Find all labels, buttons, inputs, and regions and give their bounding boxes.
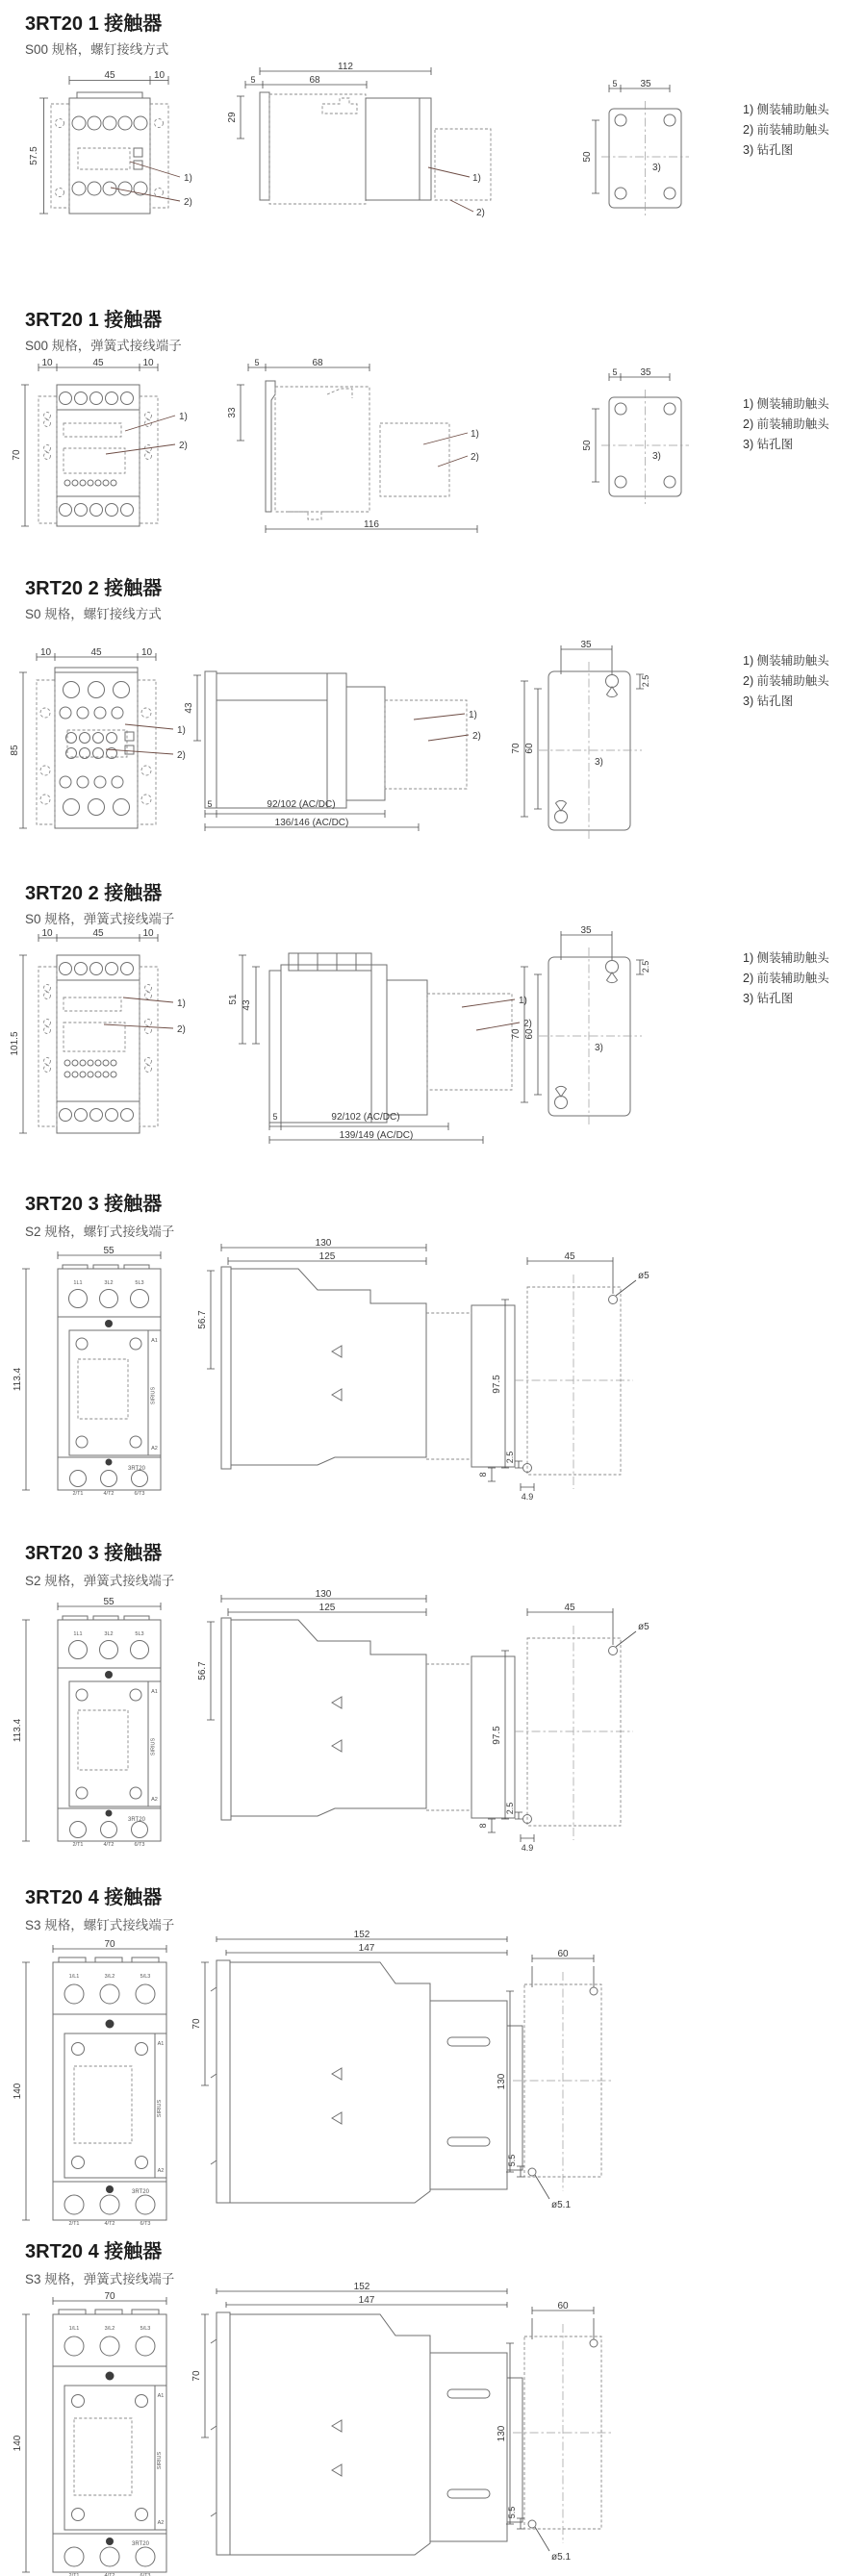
- section-3rt20-4-spring: [0, 2232, 866, 2576]
- drill-pattern: [476, 1595, 693, 1853]
- model-label: 3RT20: [132, 2541, 149, 2547]
- dim-label: 10: [140, 647, 153, 658]
- dim-label: 152: [353, 1930, 370, 1940]
- legend: [743, 394, 829, 455]
- callout-label: 2): [184, 197, 192, 208]
- dim-label: 35: [580, 925, 592, 936]
- legend-item: 2) 前装辅助触头: [743, 972, 829, 985]
- dim-label: 60: [524, 1028, 535, 1040]
- terminal-label: 3L2: [104, 1280, 114, 1286]
- legend-item: 3) 钻孔图: [743, 695, 794, 708]
- legend-item: 2) 前装辅助触头: [743, 123, 829, 137]
- dim-label: 5: [250, 75, 256, 85]
- model-label: 3RT20: [128, 1817, 145, 1823]
- dim-label: 70: [191, 2370, 202, 2382]
- dim-label: 5: [254, 358, 260, 367]
- terminal-label: 2/T1: [72, 1491, 84, 1497]
- model-label: 3RT20: [128, 1466, 145, 1472]
- hole-label: ø5: [638, 1622, 650, 1632]
- section-title: 3RT20 2 接触器: [25, 883, 163, 904]
- front-view: [10, 926, 216, 1143]
- dim-label: 8: [478, 1472, 488, 1477]
- dim-label: 50: [582, 440, 593, 451]
- terminal-label: A1: [151, 1689, 158, 1695]
- hole-label: ø5.1: [551, 2552, 572, 2563]
- section-title: 3RT20 4 接触器: [25, 1887, 163, 1908]
- section-title: 3RT20 4 接触器: [25, 2241, 163, 2262]
- section-subtitle: S00 规格，螺钉接线方式: [25, 42, 169, 57]
- dim-label: 97.5: [492, 1375, 502, 1394]
- section-subtitle: S3 规格，弹簧式接线端子: [25, 2272, 175, 2286]
- legend-item: 1) 侧装辅助触头: [743, 397, 829, 411]
- callout-label: 1): [469, 710, 477, 720]
- callout-label: 1): [177, 998, 186, 1009]
- brand-label: SIRIUS: [157, 2451, 163, 2470]
- section-subtitle: S3 规格，螺钉式接线端子: [25, 1918, 175, 1932]
- dim-label: 29: [227, 112, 238, 123]
- dim-label: 10: [39, 647, 52, 658]
- terminal-label: 4/T2: [103, 1491, 115, 1497]
- section-title: 3RT20 1 接触器: [25, 13, 163, 35]
- dim-label: 70: [511, 1028, 522, 1040]
- drill-pattern: [476, 1244, 693, 1502]
- dim-label: 130: [497, 2425, 507, 2442]
- drill-pattern: [563, 75, 736, 224]
- legend-item: 3) 钻孔图: [743, 438, 794, 451]
- hole-label: ø5.1: [551, 2200, 572, 2210]
- dim-label: 140: [13, 2083, 23, 2100]
- dim-label: 5.5: [507, 2506, 517, 2519]
- dim-label: 10: [142, 358, 154, 368]
- section-subtitle: S0 规格，螺钉接线方式: [25, 607, 162, 621]
- dim-label: 70: [104, 1939, 115, 1950]
- dim-label: 136/146 (AC/DC): [274, 818, 349, 828]
- front-view: [14, 1597, 197, 1849]
- dim-label: 116: [364, 519, 379, 530]
- dim-label: 112: [338, 62, 353, 72]
- dim-label: 51: [228, 994, 239, 1005]
- callout-label: 1): [472, 173, 481, 184]
- dim-label: 5: [272, 1112, 278, 1122]
- dim-label: 43: [184, 702, 194, 714]
- section-3rt20-3-spring: [0, 1529, 866, 1876]
- dim-label: 45: [104, 70, 115, 81]
- drill-pattern: [476, 1932, 669, 2230]
- dim-label: 10: [41, 928, 53, 939]
- terminal-label: 6/T3: [134, 1842, 145, 1848]
- terminal-label: 2/T1: [68, 2221, 80, 2227]
- section-title: 3RT20 3 接触器: [25, 1194, 163, 1215]
- dim-label: 70: [511, 743, 522, 754]
- hole-label: ø5: [638, 1271, 650, 1281]
- callout-label: 2): [179, 441, 188, 451]
- drill-label: 3): [595, 757, 603, 768]
- dim-label: 5: [612, 367, 618, 377]
- dim-label: 70: [104, 2291, 115, 2302]
- section-3rt20-2-spring: [0, 866, 866, 1178]
- dim-label: 70: [191, 2018, 202, 2030]
- section-subtitle: S0 规格，弹簧式接线端子: [25, 912, 175, 926]
- dim-label: 43: [242, 999, 252, 1011]
- dim-label: 50: [582, 151, 593, 163]
- legend-item: 1) 侧装辅助触头: [743, 103, 829, 116]
- section-subtitle: S2 规格，螺钉式接线端子: [25, 1225, 175, 1239]
- section-3rt20-3-screw: [0, 1178, 866, 1529]
- dim-label: 113.4: [13, 1367, 23, 1392]
- legend-item: 3) 钻孔图: [743, 992, 794, 1005]
- legend: [743, 651, 829, 712]
- terminal-label: 1/L1: [68, 2326, 80, 2332]
- dim-label: 10: [153, 70, 166, 81]
- section-title: 3RT20 1 接触器: [25, 310, 163, 331]
- legend-item: 2) 前装辅助触头: [743, 417, 829, 431]
- front-view: [14, 67, 221, 221]
- section-3rt20-1-screw: [0, 0, 866, 298]
- drill-pattern: [496, 638, 669, 854]
- dim-label: 130: [497, 2073, 507, 2090]
- side-view: [178, 643, 520, 840]
- terminal-label: 4/T2: [103, 1842, 115, 1848]
- brand-label: SIRIUS: [150, 1386, 157, 1405]
- dim-label: 2.5: [505, 1451, 515, 1464]
- terminal-label: 1L1: [73, 1631, 83, 1637]
- dim-label: 139/149 (AC/DC): [339, 1130, 414, 1141]
- callout-label: 1): [179, 412, 188, 422]
- front-view: [14, 1246, 197, 1498]
- section-3rt20-2-screw: [0, 563, 866, 866]
- callout-label: 2): [523, 1019, 532, 1029]
- dim-label: 92/102 (AC/DC): [267, 799, 336, 810]
- dim-label: 130: [315, 1238, 332, 1249]
- dim-label: 5.5: [507, 2154, 517, 2167]
- dim-label: 147: [358, 1943, 375, 1954]
- side-view: [227, 60, 529, 218]
- drill-label: 3): [652, 451, 661, 462]
- terminal-label: 1/L1: [68, 1974, 80, 1980]
- terminal-label: 2/T1: [72, 1842, 84, 1848]
- brand-label: SIRIUS: [157, 2099, 163, 2118]
- dim-label: 55: [103, 1246, 115, 1256]
- dim-label: 97.5: [492, 1726, 502, 1745]
- terminal-label: A1: [151, 1338, 158, 1344]
- terminal-label: A2: [157, 2168, 165, 2174]
- terminal-label: 5/L3: [140, 1974, 151, 1980]
- dim-label: 45: [564, 1603, 575, 1613]
- dim-label: 55: [103, 1597, 115, 1607]
- callout-label: 2): [177, 750, 186, 761]
- dim-label: 70: [12, 449, 22, 461]
- side-view: [227, 356, 539, 543]
- terminal-label: 5/L3: [140, 2326, 151, 2332]
- callout-label: 2): [177, 1024, 186, 1035]
- dim-label: 56.7: [197, 1310, 208, 1329]
- terminal-label: 4/T2: [104, 2221, 115, 2227]
- callout-label: 1): [471, 429, 479, 440]
- dim-label: 2.5: [641, 674, 650, 688]
- dim-label: 10: [142, 928, 154, 939]
- dim-label: 45: [92, 928, 104, 939]
- terminal-label: 6/T3: [140, 2573, 151, 2576]
- terminal-label: 5L3: [135, 1631, 144, 1637]
- side-view: [188, 2282, 524, 2576]
- section-3rt20-4-screw: [0, 1876, 866, 2232]
- model-label: 3RT20: [132, 2189, 149, 2195]
- dim-label: 68: [312, 358, 323, 368]
- dim-label: 68: [309, 75, 320, 86]
- dim-label: 140: [13, 2435, 23, 2452]
- dim-label: 4.9: [521, 1492, 534, 1502]
- terminal-label: 5L3: [135, 1280, 144, 1286]
- dim-label: 45: [90, 647, 102, 658]
- dim-label: 4.9: [521, 1843, 534, 1853]
- front-view: [10, 356, 216, 534]
- legend: [743, 100, 829, 161]
- terminal-label: 6/T3: [140, 2221, 151, 2227]
- dim-label: 60: [557, 2301, 569, 2311]
- terminal-label: A1: [157, 2393, 165, 2399]
- drill-pattern: [563, 364, 736, 518]
- dim-label: 5: [612, 79, 618, 88]
- terminal-label: A1: [157, 2041, 165, 2047]
- callout-label: 2): [472, 731, 481, 742]
- dim-label: 45: [564, 1251, 575, 1262]
- legend-item: 1) 侧装辅助触头: [743, 951, 829, 965]
- drill-label: 3): [652, 163, 661, 173]
- dim-label: 101.5: [10, 1031, 20, 1056]
- dim-label: 60: [524, 743, 535, 754]
- dim-label: 60: [557, 1949, 569, 1959]
- drill-pattern: [496, 923, 669, 1140]
- legend-item: 2) 前装辅助触头: [743, 674, 829, 688]
- terminal-label: 2/T1: [68, 2573, 80, 2576]
- dim-label: 125: [318, 1251, 336, 1262]
- brand-label: SIRIUS: [150, 1737, 157, 1756]
- dim-label: 57.5: [29, 146, 39, 165]
- dim-label: 35: [580, 640, 592, 650]
- front-view: [14, 2291, 197, 2576]
- dim-label: 35: [640, 367, 651, 378]
- terminal-label: 3/L2: [104, 1974, 115, 1980]
- terminal-label: 6/T3: [134, 1491, 145, 1497]
- callout-label: 2): [476, 208, 485, 218]
- side-view: [188, 1587, 520, 1845]
- callout-label: 1): [177, 725, 186, 736]
- terminal-label: A2: [157, 2520, 165, 2526]
- side-view: [188, 1930, 524, 2226]
- terminal-label: 4/T2: [104, 2573, 115, 2576]
- section-title: 3RT20 3 接触器: [25, 1543, 163, 1564]
- dim-label: 147: [358, 2295, 375, 2306]
- terminal-label: A2: [151, 1797, 158, 1803]
- section-subtitle: S2 规格，弹簧式接线端子: [25, 1574, 175, 1588]
- dim-label: 5: [207, 799, 213, 809]
- dim-label: 56.7: [197, 1661, 208, 1680]
- dim-label: 152: [353, 2282, 370, 2292]
- dim-label: 2.5: [505, 1802, 515, 1815]
- dim-label: 92/102 (AC/DC): [331, 1112, 400, 1123]
- callout-label: 1): [184, 173, 192, 184]
- dim-label: 10: [41, 358, 53, 368]
- section-title: 3RT20 2 接触器: [25, 578, 163, 599]
- drill-pattern: [476, 2284, 669, 2576]
- dim-label: 2.5: [641, 960, 650, 973]
- legend-item: 1) 侧装辅助触头: [743, 654, 829, 668]
- dim-label: 130: [315, 1589, 332, 1600]
- terminal-label: 1L1: [73, 1280, 83, 1286]
- dim-label: 45: [92, 358, 104, 368]
- callout-label: 2): [471, 452, 479, 463]
- callout-label: 1): [519, 996, 527, 1006]
- legend: [743, 948, 829, 1009]
- dim-label: 113.4: [13, 1718, 23, 1743]
- side-view: [188, 1236, 520, 1494]
- dim-label: 35: [640, 79, 651, 89]
- front-view: [14, 1939, 197, 2228]
- terminal-label: A2: [151, 1446, 158, 1452]
- dim-label: 8: [478, 1823, 488, 1829]
- dim-label: 125: [318, 1603, 336, 1613]
- dim-label: 33: [227, 407, 238, 418]
- legend-item: 3) 钻孔图: [743, 143, 794, 157]
- dim-label: 85: [10, 745, 20, 756]
- section-3rt20-1-spring: [0, 298, 866, 563]
- terminal-label: 3L2: [104, 1631, 114, 1637]
- drill-label: 3): [595, 1043, 603, 1053]
- terminal-label: 3/L2: [104, 2326, 115, 2332]
- section-subtitle: S00 规格，弹簧式接线端子: [25, 339, 182, 353]
